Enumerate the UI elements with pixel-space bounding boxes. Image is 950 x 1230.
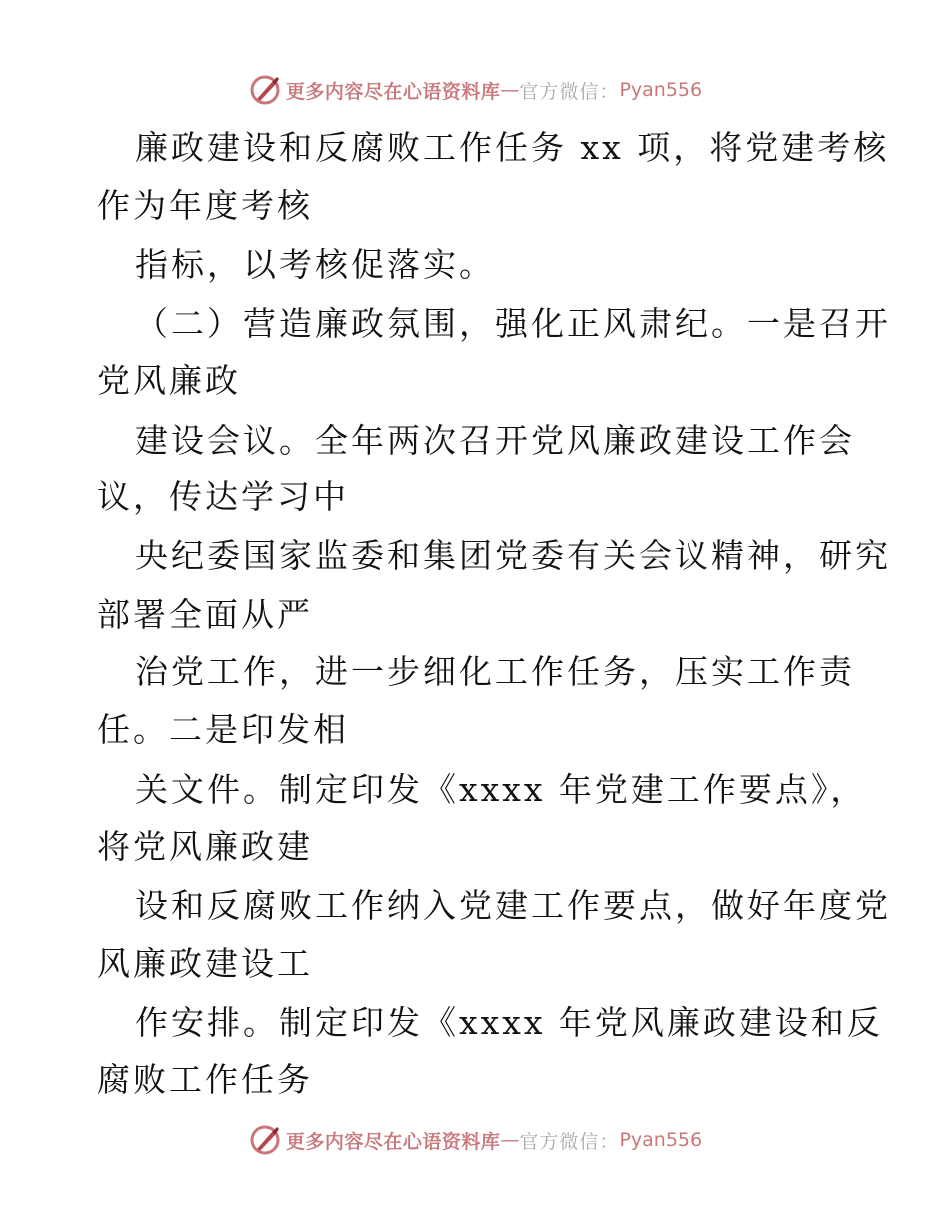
watermark-wechat-id: Pyan556 [619,1129,703,1151]
quill-pen-logo-icon [248,1123,282,1157]
watermark-dash: — [500,79,520,101]
body-line: 腐败工作任务 [97,1060,313,1099]
body-line: （二）营造廉政氛围，强化正风肃纪。一是召开 [135,304,891,343]
watermark-site-text: 更多内容尽在心语资料库 [285,80,501,103]
body-line: 党风廉政 [97,361,241,400]
footer-watermark [0,1120,950,1160]
body-line: 廉政建设和反腐败工作任务 xx 项，将党建考核 [135,128,890,167]
body-line: 任。二是印发相 [97,710,349,749]
body-line: 设和反腐败工作纳入党建工作要点，做好年度党 [135,886,891,925]
body-line: 关文件。制定印发《xxxx 年党建工作要点》， [135,770,867,809]
watermark-wechat-id: Pyan556 [619,79,703,101]
body-line: 治党工作，进一步细化工作任务，压实工作责 [135,652,855,691]
body-line: 风廉政建设工 [97,944,313,983]
body-line: 指标，以考核促落实。 [135,245,495,284]
body-line: 建设会议。全年两次召开党风廉政建设工作会 [135,421,855,460]
body-line: 作安排。制定印发《xxxx 年党风廉政建设和反 [135,1003,883,1042]
body-line: 部署全面从严 [97,595,313,634]
body-line: 将党风廉政建 [97,827,313,866]
watermark-official-label: 官方微信： [519,80,620,103]
body-line: 作为年度考核 [97,186,313,225]
header-watermark [0,70,950,110]
watermark-dash: — [500,1129,520,1151]
watermark-official-label: 官方微信： [519,1130,620,1153]
body-line: 央纪委国家监委和集团党委有关会议精神，研究 [135,536,891,575]
watermark-site-text: 更多内容尽在心语资料库 [285,1130,501,1153]
body-line: 议，传达学习中 [97,477,349,516]
quill-pen-logo-icon [248,73,282,107]
